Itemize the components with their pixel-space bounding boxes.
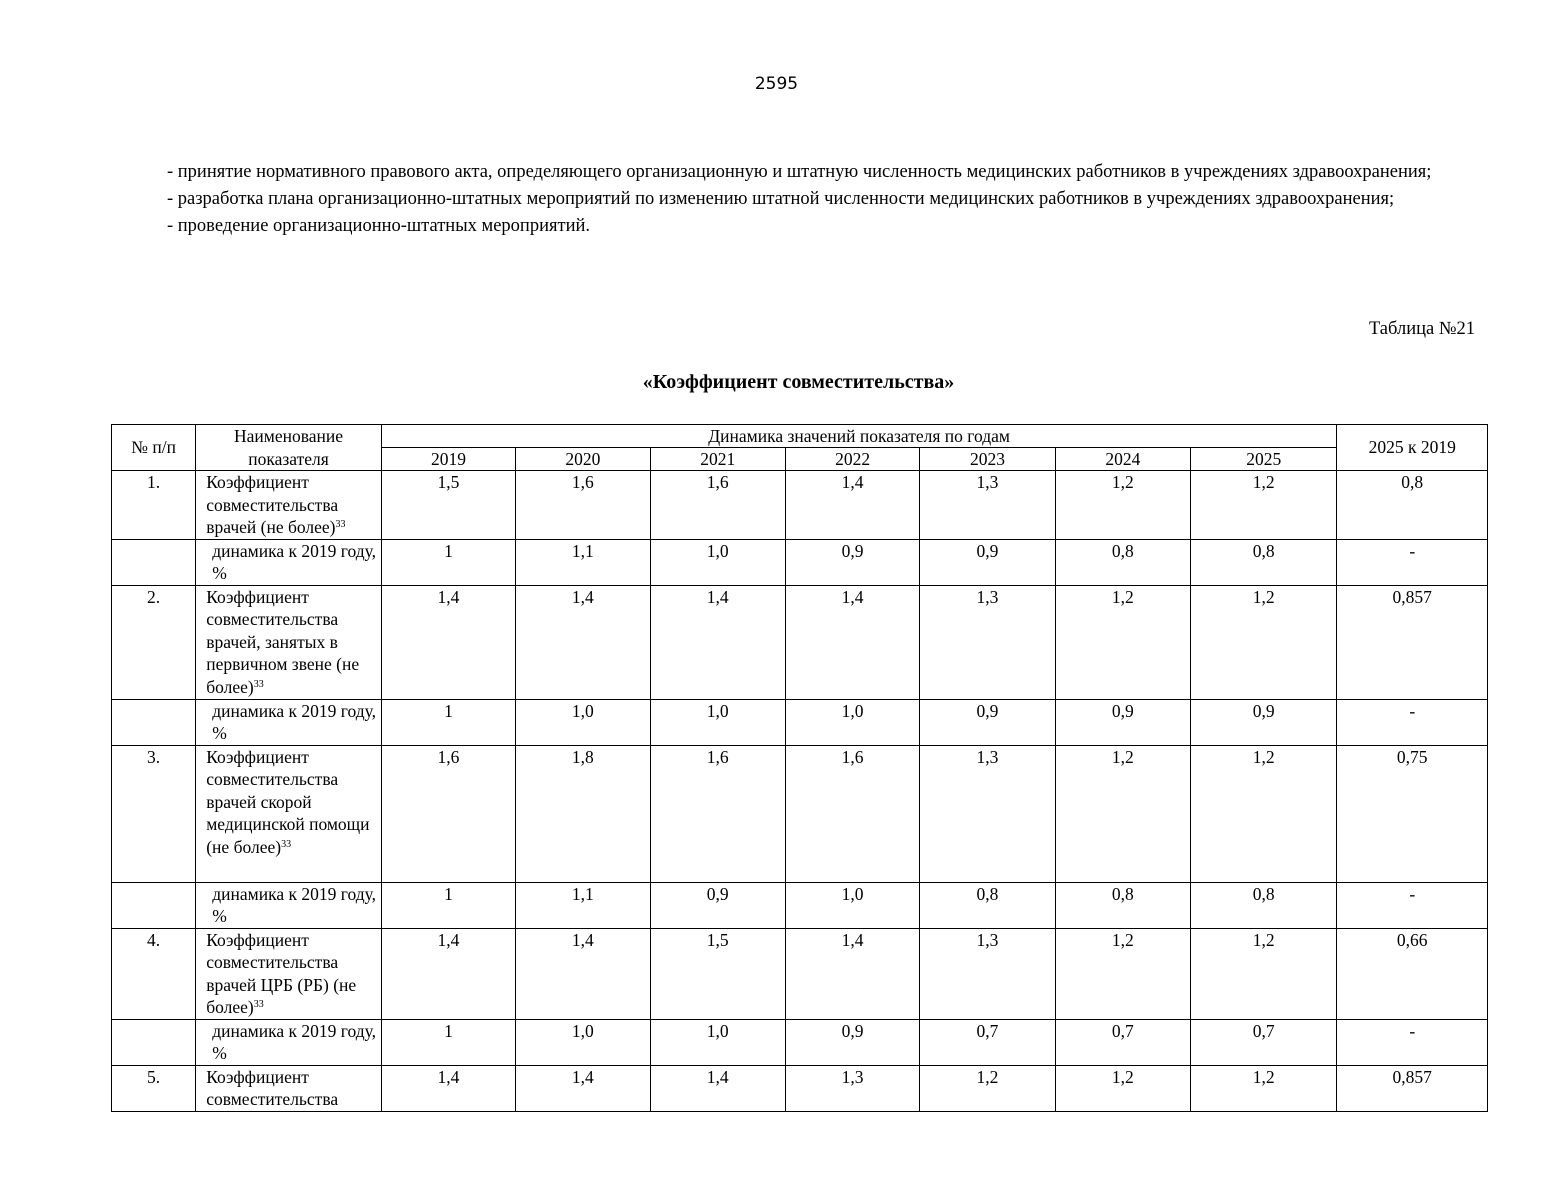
ratio-cell: -: [1337, 1019, 1488, 1065]
row-number: 4.: [112, 928, 196, 1019]
indicator-name-text: Коэффициент совместительства врачей ЦРБ (РБ) (не более): [206, 929, 357, 1017]
indicator-name-text: динамика к 2019 году, %: [212, 700, 376, 743]
indicator-name: [196, 539, 382, 585]
value-cell: 1,4: [381, 928, 515, 1019]
row-number: 3.: [112, 745, 196, 882]
value-cell: 0,8: [1055, 539, 1190, 585]
indicator-name: [196, 1065, 382, 1111]
indicator-name-text: динамика к 2019 году, %: [212, 540, 376, 583]
value-cell: 0,8: [1191, 882, 1337, 928]
value-cell: 1,4: [381, 585, 515, 699]
indicator-name: [196, 745, 382, 882]
value-cell: 1,2: [1191, 471, 1337, 540]
table-caption: Таблица №21: [1368, 319, 1475, 339]
row-number: 1.: [112, 471, 196, 540]
value-cell: 0,8: [1191, 539, 1337, 585]
value-cell: 1,0: [516, 699, 650, 745]
value-cell: 1,4: [785, 928, 919, 1019]
ratio-cell: 0,8: [1337, 471, 1488, 540]
header-ratio: 2025 к 2019: [1337, 425, 1488, 471]
value-cell: 0,7: [1191, 1019, 1337, 1065]
value-cell: 0,9: [920, 699, 1055, 745]
indicator-name-text: Коэффициент совместительства врачей скорой медицинской помощи (не более): [206, 746, 370, 857]
value-cell: 1,6: [650, 745, 785, 882]
indicator-name: [196, 471, 382, 540]
header-row: [112, 425, 1488, 448]
indicator-name: [196, 882, 382, 928]
row-number: [112, 699, 196, 745]
value-cell: 1,2: [1055, 1065, 1190, 1111]
indicator-name-text: Коэффициент совместительства врачей, занятых в первичном звене (не более): [206, 586, 360, 697]
value-cell: 1,2: [1055, 471, 1190, 540]
value-cell: 1,2: [1055, 745, 1190, 882]
value-cell: 1,0: [650, 699, 785, 745]
value-cell: 1: [381, 882, 515, 928]
table-row: [112, 928, 1488, 1019]
value-cell: 1,0: [650, 539, 785, 585]
header-year: 2019: [381, 448, 515, 471]
table-row: [112, 882, 1488, 928]
footnote-marker: 33: [281, 838, 292, 850]
value-cell: 1,1: [516, 882, 650, 928]
value-cell: 1,6: [785, 745, 919, 882]
value-cell: 1,2: [1191, 1065, 1337, 1111]
value-cell: 1,4: [516, 1065, 650, 1111]
value-cell: 1,6: [381, 745, 515, 882]
table-row: [112, 1019, 1488, 1065]
value-cell: 0,9: [1055, 699, 1190, 745]
table-row: [112, 745, 1488, 882]
ratio-cell: 0,857: [1337, 1065, 1488, 1111]
value-cell: 1,4: [650, 585, 785, 699]
indicator-name-text: Коэффициент совместительства: [206, 1066, 339, 1109]
table-row: [112, 1065, 1488, 1111]
paragraph: - разработка плана организационно-штатных мероприятий по изменению штатной численности медицинских работников в учреждениях здравоохранения;: [167, 189, 1395, 209]
value-cell: 1,2: [1055, 585, 1190, 699]
value-cell: 0,7: [1055, 1019, 1190, 1065]
table-row: [112, 539, 1488, 585]
ratio-cell: -: [1337, 699, 1488, 745]
value-cell: 1,4: [516, 585, 650, 699]
value-cell: 1,4: [381, 1065, 515, 1111]
data-table: [111, 424, 1488, 1112]
value-cell: 1,4: [785, 585, 919, 699]
indicator-name: [196, 585, 382, 699]
value-cell: 1,5: [650, 928, 785, 1019]
value-cell: 1,0: [516, 1019, 650, 1065]
row-number: 2.: [112, 585, 196, 699]
value-cell: 1,3: [785, 1065, 919, 1111]
value-cell: 1,2: [1055, 928, 1190, 1019]
footnote-marker: 33: [253, 678, 264, 690]
row-number: [112, 539, 196, 585]
row-number: 5.: [112, 1065, 196, 1111]
value-cell: 1: [381, 1019, 515, 1065]
value-cell: 1,6: [650, 471, 785, 540]
value-cell: 1,2: [1191, 585, 1337, 699]
value-cell: 0,9: [785, 1019, 919, 1065]
footnote-marker: 33: [335, 519, 346, 530]
ratio-cell: -: [1337, 882, 1488, 928]
value-cell: 1,2: [1191, 928, 1337, 1019]
indicator-name: [196, 1019, 382, 1065]
header-year: 2024: [1055, 448, 1190, 471]
indicator-name-text: Коэффициент совместительства врачей (не более): [206, 472, 339, 537]
ratio-cell: 0,857: [1337, 585, 1488, 699]
header-year: 2025: [1191, 448, 1337, 471]
value-cell: 0,9: [1191, 699, 1337, 745]
header-year: 2021: [650, 448, 785, 471]
table-row: [112, 471, 1488, 540]
header-year: 2020: [516, 448, 650, 471]
value-cell: 0,9: [650, 882, 785, 928]
indicator-name-text: динамика к 2019 году, %: [212, 883, 376, 926]
ratio-cell: -: [1337, 539, 1488, 585]
value-cell: 1,3: [920, 585, 1055, 699]
header-num: № п/п: [112, 425, 196, 471]
value-cell: 1,3: [920, 745, 1055, 882]
ratio-cell: 0,66: [1337, 928, 1488, 1019]
paragraph: - проведение организационно-штатных мероприятий.: [167, 216, 590, 236]
value-cell: 1: [381, 539, 515, 585]
table-body: [112, 471, 1488, 1112]
value-cell: 1,2: [1191, 745, 1337, 882]
value-cell: 0,8: [920, 882, 1055, 928]
value-cell: 1,3: [920, 471, 1055, 540]
header-dynamics: Динамика значений показателя по годам: [381, 425, 1337, 448]
ratio-cell: 0,75: [1337, 745, 1488, 882]
value-cell: 0,9: [785, 539, 919, 585]
indicator-name-text: динамика к 2019 году, %: [212, 1020, 376, 1063]
row-number: [112, 882, 196, 928]
value-cell: 0,9: [920, 539, 1055, 585]
value-cell: 1,3: [920, 928, 1055, 1019]
value-cell: 1,5: [381, 471, 515, 540]
row-number: [112, 1019, 196, 1065]
value-cell: 1,0: [785, 699, 919, 745]
table-row: [112, 585, 1488, 699]
header-name: Наименование показателя: [196, 425, 382, 471]
indicator-name: [196, 928, 382, 1019]
value-cell: 1,2: [920, 1065, 1055, 1111]
value-cell: 1,8: [516, 745, 650, 882]
value-cell: 1,6: [516, 471, 650, 540]
header-year: 2022: [785, 448, 919, 471]
header-year: 2023: [920, 448, 1055, 471]
indicator-name: [196, 699, 382, 745]
table-title: «Коэффициент совместительства»: [642, 371, 955, 393]
value-cell: 1,1: [516, 539, 650, 585]
body-text: [111, 159, 1441, 240]
value-cell: 1,0: [650, 1019, 785, 1065]
value-cell: 0,8: [1055, 882, 1190, 928]
value-cell: 1,4: [785, 471, 919, 540]
value-cell: 1,0: [785, 882, 919, 928]
value-cell: 1: [381, 699, 515, 745]
paragraph: - принятие нормативного правового акта, определяющего организационную и штатную численность медицинских работников в учреждениях здравоохранения;: [167, 162, 1432, 182]
value-cell: 1,4: [650, 1065, 785, 1111]
page-number: 2595: [754, 74, 799, 94]
table-row: [112, 699, 1488, 745]
footnote-marker: 33: [253, 999, 264, 1010]
value-cell: 0,7: [920, 1019, 1055, 1065]
value-cell: 1,4: [516, 928, 650, 1019]
